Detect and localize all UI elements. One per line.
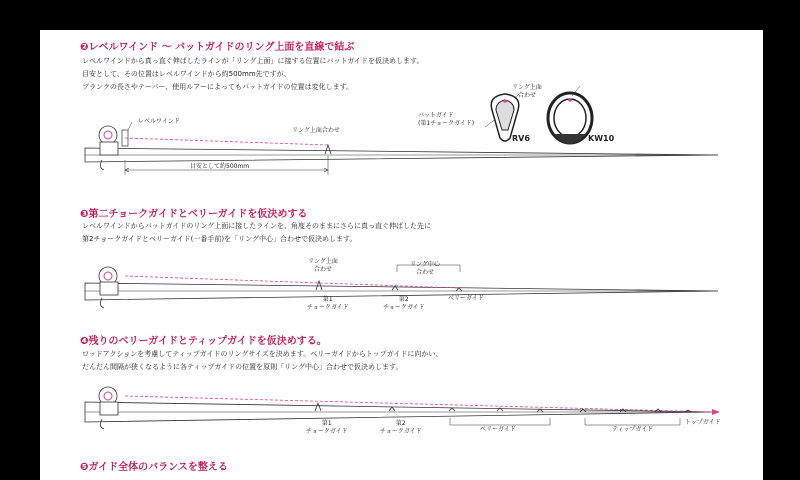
level-wind-label: レベルワインド xyxy=(138,118,180,125)
reel-icon xyxy=(99,387,118,429)
ring-top-label-3 xyxy=(308,258,338,274)
reel-icon xyxy=(99,267,118,308)
text-line: レベルワインドからバットガイドのリング上面に接したラインを、角度そのままにさらに真っ直ぐ伸ばした先に xyxy=(82,222,432,230)
butt-guide-line: (第1チョークガイド) xyxy=(418,120,475,127)
guide-line: 第1 xyxy=(322,296,333,303)
text-line: だんだん間隔が狭くなるように各ティップガイドの位置を原則「リング中心」合わせで仮決めします。 xyxy=(82,363,403,371)
top-guide-label: トップガイド xyxy=(685,419,721,426)
distance-label: 目安として約500mm xyxy=(190,163,250,170)
guide-line: 第1 xyxy=(321,420,332,427)
butt-guide-line: バットガイド xyxy=(418,112,454,119)
section-5-heading: ❺ガイド全体のバランスを整える xyxy=(80,462,228,473)
section-2-heading: ❷レベルワインド 〜 バットガイドのリング上面を直線で結ぶ xyxy=(80,42,355,53)
ring-top-line: リング上面 xyxy=(308,258,338,265)
ring-center-label xyxy=(410,261,440,277)
choke-guide-2-label xyxy=(383,296,425,312)
guide-line: 第2 xyxy=(395,420,406,427)
rod-diagram-1 xyxy=(85,94,718,175)
choke-guide-2-label xyxy=(380,420,422,436)
guide-kw10-icon xyxy=(548,86,592,144)
ring-top-label: リング上面合わせ xyxy=(292,127,340,134)
section-3-text xyxy=(82,220,431,246)
belly-guide-label: ベリーガイド xyxy=(480,426,516,433)
document-page xyxy=(40,30,763,480)
choke-guide-1-label xyxy=(307,296,349,312)
tip-guide-label: ティップガイド xyxy=(612,426,654,433)
section-3-heading: ❸第二チョークガイドとベリーガイドを仮決めする xyxy=(80,209,308,220)
section-4-heading: ❹残りのベリーガイドとティップガイドを仮決めする。 xyxy=(80,336,327,347)
rv6-label: RV6 xyxy=(512,134,530,143)
reel-icon xyxy=(99,126,118,170)
kw10-label: KW10 xyxy=(588,134,615,143)
illustrations xyxy=(40,30,763,480)
choke-guide-1-label xyxy=(306,420,348,436)
text-line: ロッドアクションを考慮してティップガイドのリングサイズを決めます。ベリーガイドからトップガイドに向かい、 xyxy=(82,350,443,358)
butt-guide-label xyxy=(418,112,474,128)
guide-line: チョークガイド xyxy=(380,428,422,435)
text-line: 第2チョークガイドとベリーガイド(一番手前)を「リング中心」合わせで仮決めします。 xyxy=(82,235,357,243)
text-line: 目安として、その位置はレベルワインドから約500mm先ですが、 xyxy=(82,70,291,78)
belly-guide-label: ベリーガイド xyxy=(448,295,484,302)
text-line: ブランクの長さやテーパー、使用ルアーによってもバットガイドの位置は変化します。 xyxy=(82,83,354,91)
ring-center-line: リング中心 xyxy=(410,261,440,268)
guide-line: チョークガイド xyxy=(306,428,348,435)
guide-line: 第2 xyxy=(398,296,409,303)
section-2-text xyxy=(82,55,423,94)
ring-top-line: リング上面 xyxy=(512,84,542,91)
section-4-text xyxy=(82,348,442,374)
ring-center-line: 合わせ xyxy=(415,269,434,276)
ring-top-label-2 xyxy=(512,84,542,100)
guide-line: チョークガイド xyxy=(307,304,349,311)
ring-top-line: 合わせ xyxy=(313,266,332,273)
ring-top-line: 合わせ xyxy=(517,92,536,99)
text-line: レベルワインドから真っ直ぐ伸ばしたラインが「リング上面」に接する位置にバットガイドを仮決めします。 xyxy=(82,57,424,65)
guide-line: チョークガイド xyxy=(383,304,425,311)
